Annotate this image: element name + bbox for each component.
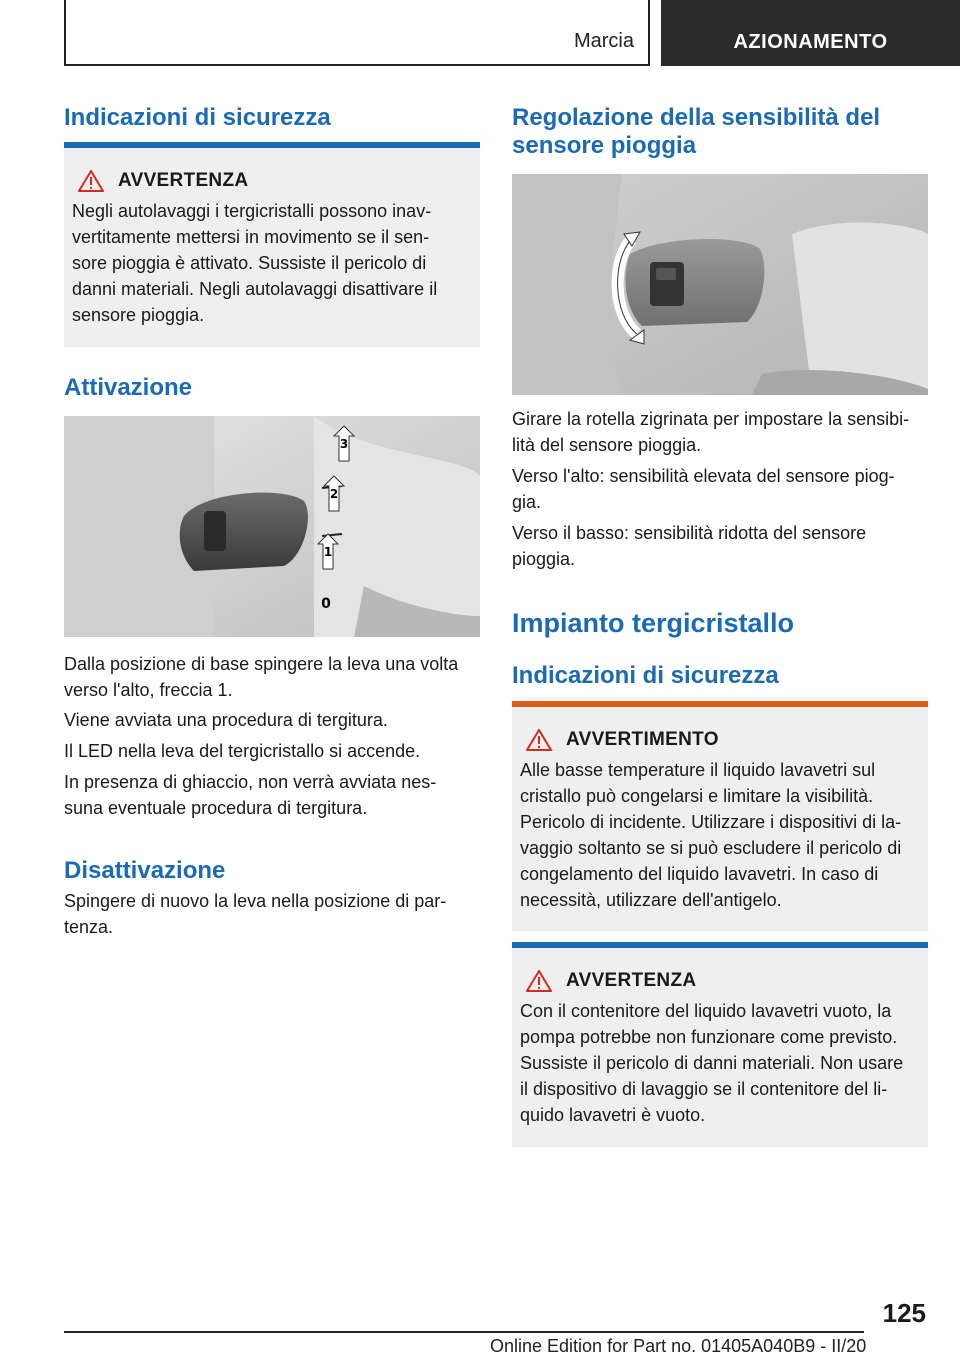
svg-text:1: 1 — [323, 545, 333, 559]
activation-para-1: Dalla posizione di base spingere la leva una volta verso l'alto, freccia 1. — [64, 654, 459, 700]
warning-box-3 — [512, 942, 928, 1147]
sensitivity-heading: Regolazione della sensibilità del sensore pioggia — [512, 104, 881, 159]
warning-triangle-icon — [526, 970, 552, 992]
activation-para-2: Viene avviata una procedura di tergitura. — [64, 710, 388, 730]
edition-text: Online Edition for Part no. 01405A040B9 - II/20 — [490, 1336, 867, 1356]
warning-title-2: AVVERTIMENTO — [566, 729, 719, 750]
activation-heading: Attivazione — [64, 374, 193, 401]
wiper-safety-heading: Indicazioni di sicurezza — [512, 662, 779, 689]
warning-body-3: Con il contenitore del liquido lavavetri vuoto, la pompa potrebbe non funzionare come previsto. Sussiste il pericolo di danni materiali. Non usare il dispositivo di lavaggio se il contenitore del li- quido lavavetri è vuoto. — [520, 1001, 904, 1125]
warning-body-2: Alle basse temperature il liquido lavavetri sul cristallo può congelarsi e limitare la visibilità. Pericolo di incidente. Utilizzare i dispositivi di la- vaggio soltanto se si può escludere il pericolo di congelamento del liquido lavavetri. In caso di necessità, utilizzare dell'antigelo. — [520, 760, 902, 910]
warning-box-2 — [512, 701, 928, 931]
activation-para-4: In presenza di ghiaccio, non verrà avviata nes- suna eventuale procedura di tergitura. — [64, 772, 437, 818]
header-frame — [64, 0, 650, 66]
header-section: Marcia — [573, 30, 634, 52]
svg-text:2: 2 — [329, 487, 339, 501]
svg-text:3: 3 — [339, 437, 349, 451]
wiper-heading: Impianto tergicristallo — [512, 608, 795, 638]
sensitivity-para-3: Verso il basso: sensibilità ridotta del sensore pioggia. — [512, 523, 867, 569]
wiper-lever-illustration — [64, 416, 480, 637]
warning-title-1: AVVERTENZA — [118, 170, 249, 191]
warning-triangle-icon — [78, 170, 104, 192]
safety-heading: Indicazioni di sicurezza — [64, 104, 331, 131]
knurled-wheel-illustration — [512, 174, 928, 395]
deactivation-para: Spingere di nuovo la leva nella posizione di par- tenza. — [64, 891, 447, 937]
deactivation-heading: Disattivazione — [64, 857, 226, 884]
activation-para-3: Il LED nella leva del tergicristallo si accende. — [64, 741, 421, 761]
warning-box-1 — [64, 142, 480, 347]
footer-divider — [64, 1331, 864, 1333]
warning-title-3: AVVERTENZA — [566, 970, 697, 991]
header-chapter: AZIONAMENTO — [661, 0, 960, 66]
sensitivity-para-1: Girare la rotella zigrinata per impostare la sensibi- lità del sensore pioggia. — [512, 409, 910, 455]
page-number: 125 — [882, 1298, 926, 1328]
sensitivity-para-2: Verso l'alto: sensibilità elevata del sensore piog- gia. — [512, 466, 895, 512]
svg-text:0: 0 — [321, 596, 331, 612]
warning-triangle-icon — [526, 729, 552, 751]
activation-image — [64, 416, 480, 637]
warning-body-1: Negli autolavaggi i tergicristalli possono inav- vertitamente mettersi in movimento se il sen- sore pioggia è attivato. Sussiste il pericolo di danni materiali. Negli autolavaggi disattivare il sensore pioggia. — [72, 201, 438, 325]
sensitivity-image — [512, 174, 928, 395]
